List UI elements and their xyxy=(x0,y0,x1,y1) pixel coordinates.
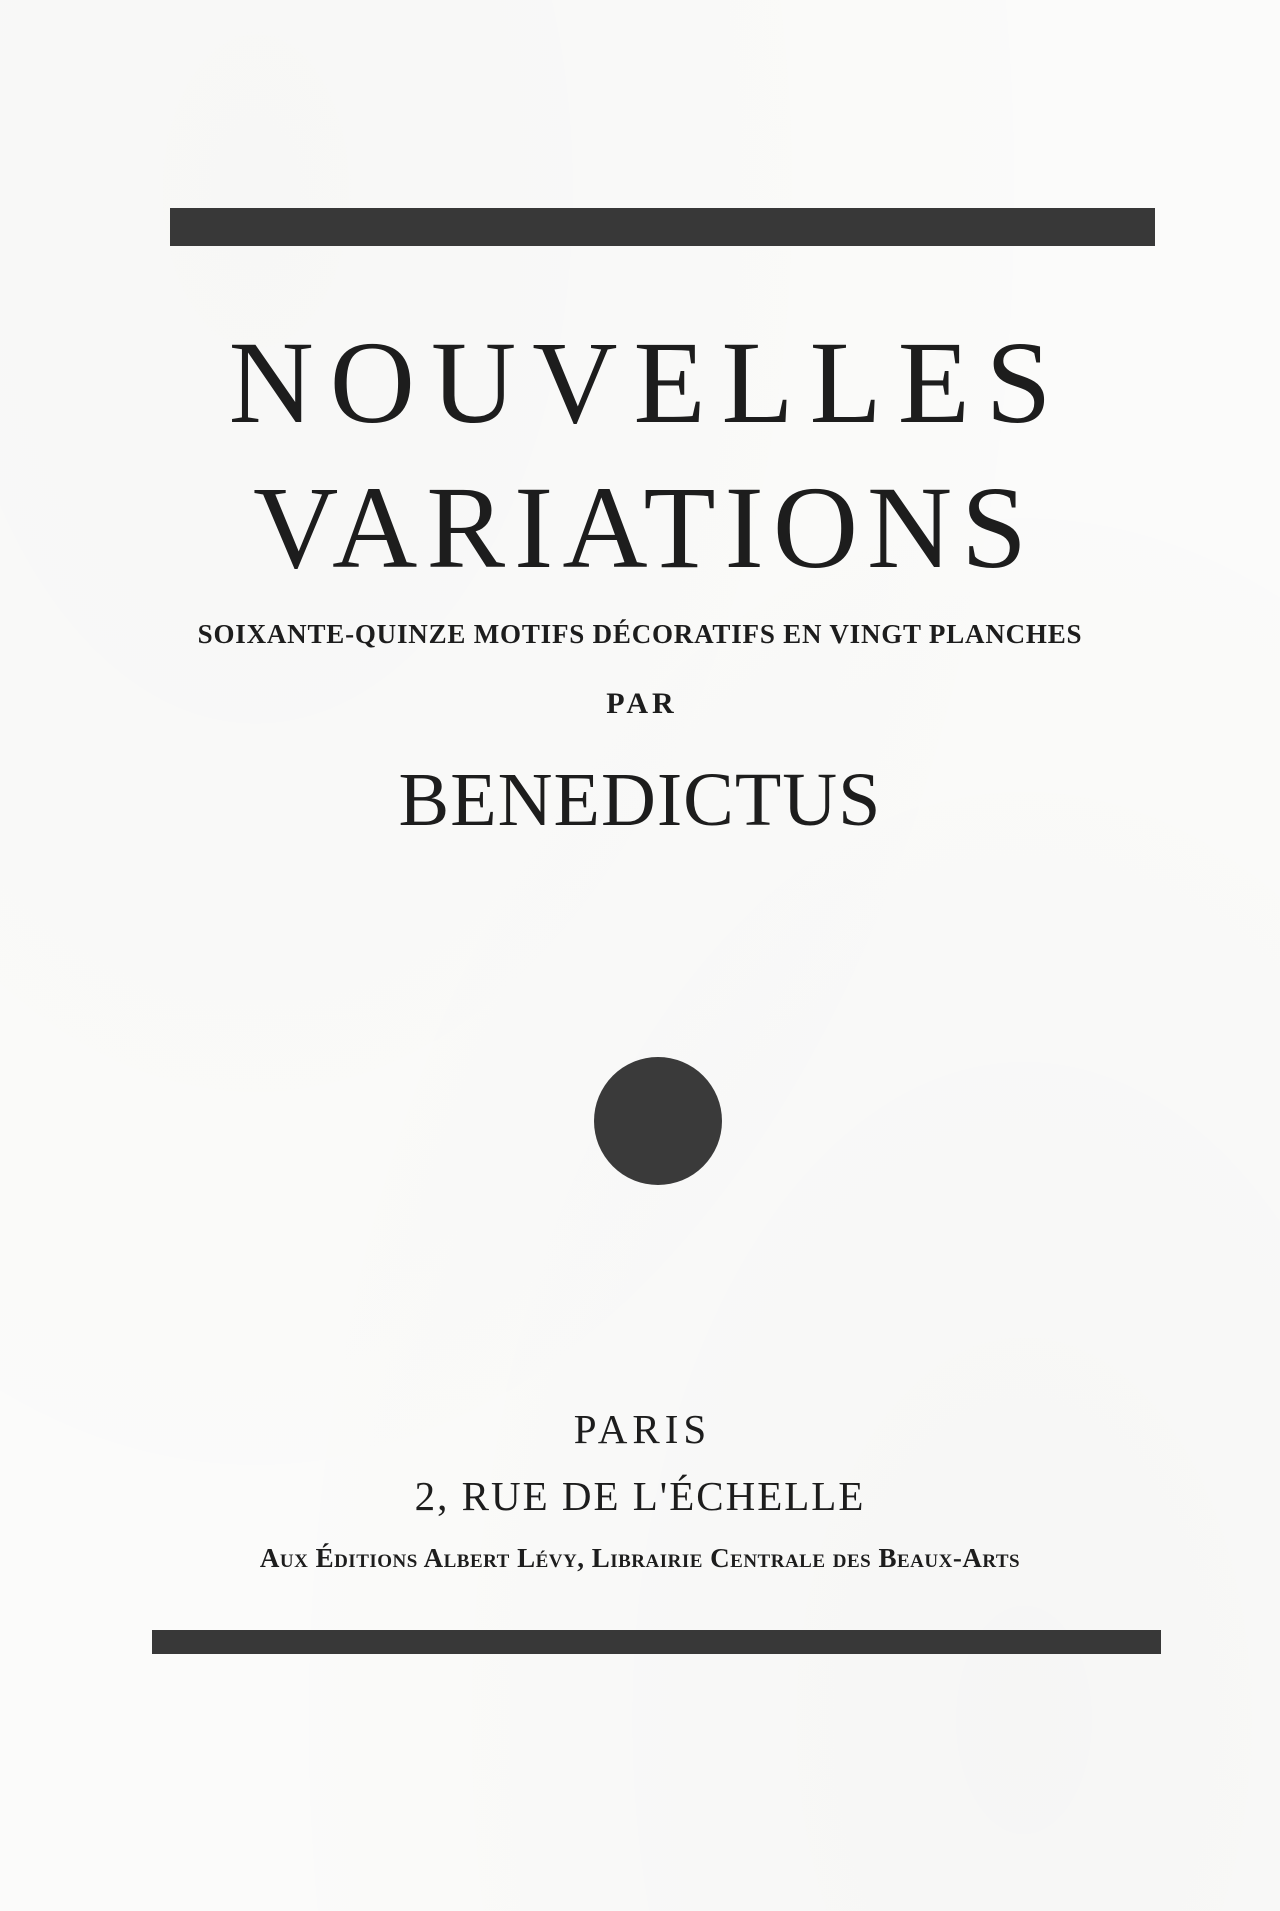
imprint-publisher: Aux Éditions Albert Lévy, Librairie Centrale des Beaux-Arts xyxy=(259,1543,1021,1573)
imprint-city: PARIS xyxy=(573,1406,712,1452)
author-name: BENEDICTUS xyxy=(398,758,882,842)
circle-ornament-icon xyxy=(594,1057,722,1185)
bottom-rule xyxy=(152,1630,1161,1654)
subtitle: SOIXANTE-QUINZE MOTIFS DÉCORATIFS EN VINGT PLANCHES xyxy=(197,619,1083,649)
top-rule xyxy=(170,208,1155,246)
by-line: PAR xyxy=(606,687,678,720)
title-line-2: VARIATIONS xyxy=(253,462,1036,593)
title-line-1: NOUVELLES xyxy=(228,317,1068,448)
imprint-address: 2, RUE DE L'ÉCHELLE xyxy=(414,1473,866,1519)
